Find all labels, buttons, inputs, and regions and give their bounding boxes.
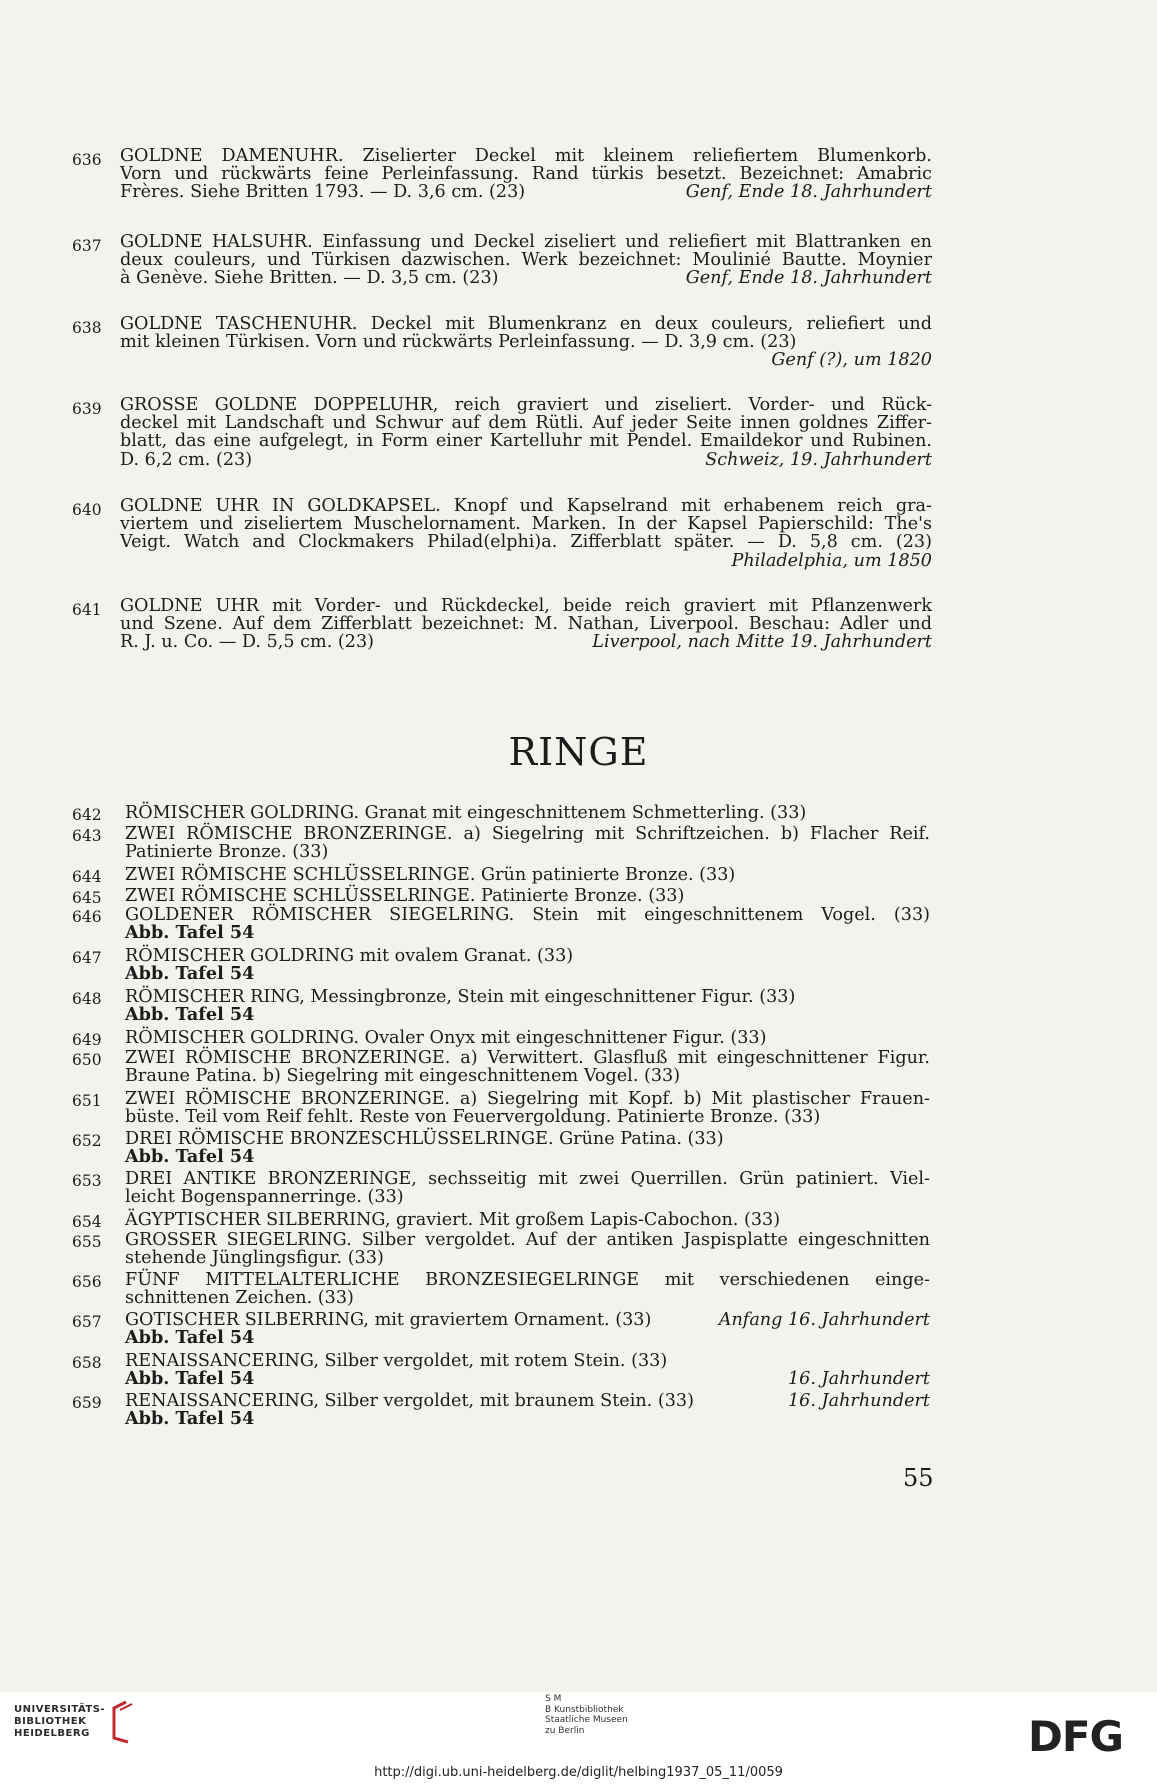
catalog-entry-644 bbox=[72, 865, 930, 886]
entry-number: 653 bbox=[72, 1172, 102, 1190]
digitization-footer bbox=[0, 1692, 1157, 1784]
entry-number: 639 bbox=[72, 400, 102, 418]
catalog-entry-649 bbox=[72, 1028, 930, 1049]
catalog-entry-659 bbox=[72, 1391, 930, 1430]
entry-number: 650 bbox=[72, 1051, 102, 1069]
entry-number: 638 bbox=[72, 319, 102, 337]
logo-text-line: BIBLIOTHEK bbox=[14, 1716, 87, 1727]
catalog-entry-642 bbox=[72, 803, 930, 824]
entry-text-line: deckel mit Landschaft und Schwur auf dem Rütli. Auf jeder Seite innen goldnes Ziffer- bbox=[120, 413, 932, 434]
entry-text-line: DREI ANTIKE BRONZERINGE, sechsseitig mit zwei Querrillen. Grün patiniert. Viel- bbox=[125, 1169, 930, 1189]
catalog-entry-640 bbox=[72, 496, 932, 571]
entry-text-line: GOLDNE HALSUHR. Einfassung und Deckel ziseliert und reliefiert mit Blattranken en bbox=[120, 232, 932, 252]
entry-number: 649 bbox=[72, 1031, 102, 1049]
plate-reference: Abb. Tafel 54 bbox=[125, 1408, 255, 1430]
catalog-entry-652 bbox=[72, 1129, 930, 1168]
entry-number: 656 bbox=[72, 1273, 102, 1291]
entry-text-line: ZWEI RÖMISCHE SCHLÜSSELRINGE. Patinierte Bronze. (33) bbox=[125, 886, 685, 906]
entry-text: R. J. u. Co. — D. 5,5 cm. (23) bbox=[120, 632, 375, 653]
entry-text-line: Braune Patina. b) Siegelring mit eingeschnittenem Vogel. (33) bbox=[125, 1066, 681, 1087]
entry-text-line: blatt, das eine aufgelegt, in Form einer Kartelluhr mit Pendel. Emaildekor und Rubinen. bbox=[120, 431, 932, 452]
entry-origin: 16. Jahrhundert bbox=[787, 1391, 930, 1411]
entry-text-line: ÄGYPTISCHER SILBERRING, graviert. Mit großem Lapis-Cabochon. (33) bbox=[125, 1210, 781, 1230]
plate-reference: Abb. Tafel 54 bbox=[125, 922, 255, 944]
logo-text-line: UNIVERSITÄTS- bbox=[14, 1704, 106, 1715]
ub-heidelberg-logo[interactable] bbox=[14, 1704, 105, 1740]
catalog-entry-641 bbox=[72, 596, 932, 653]
entry-text-line: FÜNF MITTELALTERLICHE BRONZESIEGELRINGE mit verschiedenen einge- bbox=[125, 1270, 930, 1290]
entry-number: 646 bbox=[72, 908, 102, 926]
entry-number: 643 bbox=[72, 827, 102, 845]
entry-text-line: GOLDNE DAMENUHR. Ziselierter Deckel mit kleinem reliefiertem Blumenkorb. bbox=[120, 146, 932, 166]
catalog-entry-637 bbox=[72, 232, 932, 289]
entry-text-line: GOLDENER RÖMISCHER SIEGELRING. Stein mit eingeschnittenem Vogel. (33) bbox=[125, 905, 930, 925]
entry-text-line bbox=[120, 633, 932, 651]
entry-text-line: DREI RÖMISCHE BRONZESCHLÜSSELRINGE. Grüne Patina. (33) bbox=[125, 1129, 724, 1149]
entry-text-line bbox=[125, 1370, 930, 1388]
catalog-entry-645 bbox=[72, 886, 930, 907]
entry-number: 640 bbox=[72, 501, 102, 519]
plate-reference: Abb. Tafel 54 bbox=[125, 963, 255, 985]
entry-text: RENAISSANCERING, Silber vergoldet, mit braunem Stein. (33) bbox=[125, 1391, 694, 1411]
catalog-entry-655 bbox=[72, 1230, 930, 1269]
entry-origin: Schweiz, 19. Jahrhundert bbox=[705, 449, 932, 470]
catalog-entry-653 bbox=[72, 1169, 930, 1208]
entry-text: D. 6,2 cm. (23) bbox=[120, 449, 253, 470]
entry-text-line: RÖMISCHER GOLDRING. Granat mit eingeschnittenem Schmetterling. (33) bbox=[125, 803, 807, 823]
smb-text-line: B Kunstbibliothek bbox=[545, 1704, 624, 1715]
entry-text: GOTISCHER SILBERRING, mit graviertem Ornament. (33) bbox=[125, 1310, 652, 1330]
entry-text-line: GOLDNE TASCHENUHR. Deckel mit Blumenkranz en deux couleurs, reliefiert und bbox=[120, 314, 932, 334]
entry-number: 647 bbox=[72, 949, 102, 967]
entry-number: 658 bbox=[72, 1354, 102, 1372]
entry-origin: Philadelphia, um 1850 bbox=[731, 550, 932, 571]
ub-logo-mark-icon bbox=[104, 1698, 138, 1744]
entry-number: 645 bbox=[72, 889, 102, 907]
entry-text-line: GOLDNE UHR mit Vorder- und Rückdeckel, beide reich graviert mit Pflanzenwerk bbox=[120, 596, 932, 616]
entry-text-line: GOLDNE UHR IN GOLDKAPSEL. Knopf und Kapselrand mit erhabenem reich gra- bbox=[120, 496, 932, 516]
entry-text-line: stehende Jünglingsfigur. (33) bbox=[125, 1248, 384, 1269]
plate-reference: Abb. Tafel 54 bbox=[125, 1146, 255, 1168]
entry-text-line: schnittenen Zeichen. (33) bbox=[125, 1288, 354, 1309]
entry-origin: Genf, Ende 18. Jahrhundert bbox=[685, 182, 932, 203]
entry-text: Frères. Siehe Britten 1793. — D. 3,6 cm. (23) bbox=[120, 182, 526, 203]
entry-origin: Genf (?), um 1820 bbox=[771, 350, 932, 371]
section-title: RINGE bbox=[508, 730, 649, 774]
entry-text-line bbox=[120, 183, 932, 201]
catalog-entry-658 bbox=[72, 1351, 930, 1390]
page-number: 55 bbox=[903, 1464, 934, 1492]
entry-text-line: Vorn und rückwärts feine Perleinfassung. Rand türkis besetzt. Bezeichnet: Amabric bbox=[120, 164, 932, 185]
entry-text-line: GROSSER SIEGELRING. Silber vergoldet. Auf der antiken Jaspisplatte eingeschnitten bbox=[125, 1230, 930, 1250]
entry-text-line: mit kleinen Türkisen. Vorn und rückwärts Perleinfassung. — D. 3,9 cm. (23) bbox=[120, 332, 797, 353]
entry-text-line: büste. Teil vom Reif fehlt. Reste von Feuervergoldung. Patinierte Bronze. (33) bbox=[125, 1107, 821, 1128]
entry-text-line: ZWEI RÖMISCHE SCHLÜSSELRINGE. Grün patinierte Bronze. (33) bbox=[125, 865, 736, 885]
smb-kunstbibliothek-logo[interactable] bbox=[545, 1694, 628, 1736]
smb-text-line: S M bbox=[545, 1694, 562, 1704]
catalog-entry-648 bbox=[72, 987, 930, 1026]
entry-text-line: deux couleurs, und Türkisen dazwischen. Werk bezeichnet: Moulinié Bautte. Moynier bbox=[120, 250, 932, 271]
entry-number: 652 bbox=[72, 1132, 102, 1150]
entry-number: 651 bbox=[72, 1092, 102, 1110]
entry-number: 657 bbox=[72, 1313, 102, 1331]
entry-text-line: RÖMISCHER GOLDRING. Ovaler Onyx mit eingeschnittener Figur. (33) bbox=[125, 1028, 767, 1048]
entry-number: 637 bbox=[72, 237, 102, 255]
entry-number: 648 bbox=[72, 990, 102, 1008]
catalog-entry-654 bbox=[72, 1210, 930, 1231]
entry-number: 659 bbox=[72, 1394, 102, 1412]
entry-number: 642 bbox=[72, 806, 102, 824]
plate-reference: Abb. Tafel 54 bbox=[125, 1368, 255, 1390]
entry-text-line: Patinierte Bronze. (33) bbox=[125, 842, 329, 863]
entry-number: 655 bbox=[72, 1233, 102, 1251]
entry-origin: 16. Jahrhundert bbox=[787, 1369, 930, 1390]
entry-number: 636 bbox=[72, 151, 102, 169]
catalog-entry-650 bbox=[72, 1048, 930, 1087]
entry-text-line: und Szene. Auf dem Zifferblatt bezeichnet: M. Nathan, Liverpool. Beschau: Adler und bbox=[120, 614, 932, 635]
entry-number: 654 bbox=[72, 1213, 102, 1231]
catalog-entry-639 bbox=[72, 395, 932, 470]
catalog-entry-647 bbox=[72, 946, 930, 985]
entry-text-line: ZWEI RÖMISCHE BRONZERINGE. a) Siegelring mit Kopf. b) Mit plastischer Frauen- bbox=[125, 1089, 930, 1109]
catalog-entry-636 bbox=[72, 146, 932, 203]
entry-text-line bbox=[120, 451, 932, 469]
entry-origin: Liverpool, nach Mitte 19. Jahrhundert bbox=[592, 632, 932, 653]
entry-number: 641 bbox=[72, 601, 102, 619]
entry-text-line: viertem und ziseliertem Muschelornament. Marken. In der Kapsel Papierschild: The's bbox=[120, 514, 932, 535]
catalog-entry-638 bbox=[72, 314, 932, 371]
plate-reference: Abb. Tafel 54 bbox=[125, 1327, 255, 1349]
dfg-logo[interactable]: DFG bbox=[1028, 1712, 1124, 1761]
entry-text-line: RENAISSANCERING, Silber vergoldet, mit rotem Stein. (33) bbox=[125, 1351, 668, 1371]
catalog-entry-656 bbox=[72, 1270, 930, 1309]
catalog-entry-651 bbox=[72, 1089, 930, 1128]
smb-text-line: zu Berlin bbox=[545, 1725, 585, 1736]
entry-text: à Genève. Siehe Britten. — D. 3,5 cm. (23) bbox=[120, 268, 499, 289]
entry-text-line: ZWEI RÖMISCHE BRONZERINGE. a) Verwittert. Glasfluß mit eingeschnittener Figur. bbox=[125, 1048, 930, 1068]
plate-reference: Abb. Tafel 54 bbox=[125, 1004, 255, 1026]
entry-text-line: Veigt. Watch and Clockmakers Philad(elphi)a. Zifferblatt später. — D. 5,8 cm. (23) bbox=[120, 532, 932, 553]
catalog-entry-657 bbox=[72, 1310, 930, 1349]
catalog-entry-643 bbox=[72, 824, 930, 863]
entry-text-line: RÖMISCHER RING, Messingbronze, Stein mit eingeschnittener Figur. (33) bbox=[125, 987, 796, 1007]
entry-number: 644 bbox=[72, 868, 102, 886]
entry-text-line: leicht Bogenspannerringe. (33) bbox=[125, 1187, 404, 1208]
entry-origin: Genf, Ende 18. Jahrhundert bbox=[685, 268, 932, 289]
entry-origin: Anfang 16. Jahrhundert bbox=[718, 1310, 930, 1330]
source-url-link[interactable]: http://digi.ub.uni-heidelberg.de/diglit/helbing1937_05_11/0059 bbox=[374, 1765, 783, 1780]
entry-text-line: GROSSE GOLDNE DOPPELUHR, reich graviert und ziseliert. Vorder- und Rück- bbox=[120, 395, 932, 415]
smb-text-line: Staatliche Museen bbox=[545, 1715, 628, 1725]
logo-text-line: HEIDELBERG bbox=[14, 1728, 90, 1739]
entry-text-line: ZWEI RÖMISCHE BRONZERINGE. a) Siegelring mit Schriftzeichen. b) Flacher Reif. bbox=[125, 824, 930, 844]
catalog-entry-646 bbox=[72, 905, 930, 944]
entry-text-line: RÖMISCHER GOLDRING mit ovalem Granat. (33) bbox=[125, 946, 574, 966]
entry-text-line bbox=[120, 269, 932, 287]
